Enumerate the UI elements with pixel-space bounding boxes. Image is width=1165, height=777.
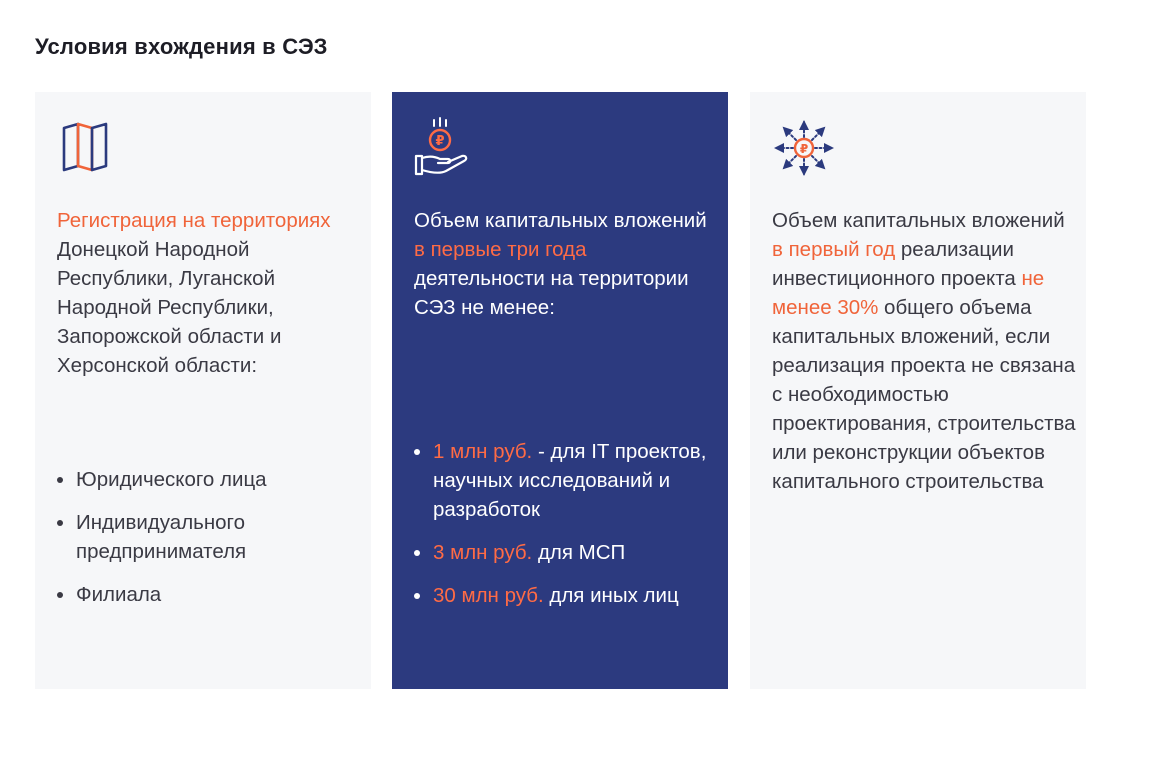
svg-text:₽: ₽ [799,142,809,156]
list-item [57,580,357,609]
card-description [772,206,1080,496]
amount-text: 1 млн руб. [433,440,533,463]
list-item-label: Юридического лица [76,468,267,491]
description-text: Объем капитальных вложений [772,209,1065,232]
list-item-label: - для IT проектов, научных исследований и разработок [433,440,707,521]
list-item [414,538,714,567]
list-item-label: Филиала [76,583,162,606]
condition-card-investment-three-years [392,92,728,689]
page-title: Условия вхождения в СЭЗ [35,34,328,59]
list-item [414,437,714,524]
list-item [57,465,357,494]
list-item [414,581,714,610]
amount-text: 30 млн руб. [433,584,544,607]
list-item-label: для иных лиц [543,584,679,607]
description-text: Объем капитальных вложений [414,209,707,232]
list-item-label: для МСП [532,541,626,564]
description-text: реализации инвестиционного проекта [772,238,1022,290]
amount-text: 3 млн руб. [433,541,533,564]
condition-card-registration [35,92,371,689]
card-description [57,206,357,380]
highlight-text: в первые три года [414,238,587,261]
description-text: деятельности на территории СЭЗ не менее: [414,267,689,319]
condition-card-investment-first-year [750,92,1086,689]
card-description [414,206,714,322]
investment-threshold-list [414,437,714,624]
list-item-label: Индивидуального предпринимателя [76,511,247,563]
highlight-text: в первый год [772,238,896,261]
map-icon [57,116,121,180]
highlight-text: не менее 30% [772,267,1045,319]
ruble-arrows-icon [770,116,834,180]
description-text: Донецкой Народной Республики, Луганской Народной Республики, Запорожской области и Херсонской области: [57,238,282,377]
list-item [57,508,357,566]
svg-text:₽: ₽ [435,134,445,149]
entity-type-list [57,465,357,623]
highlight-text: Регистрация на территориях [57,209,331,232]
description-text: общего объема капитальных вложений, если реализация проекта не связана с необходимостью проектирования, строительства или реконструкции объектов капитального строительства [772,296,1076,493]
hand-ruble-coin-icon [412,116,476,180]
